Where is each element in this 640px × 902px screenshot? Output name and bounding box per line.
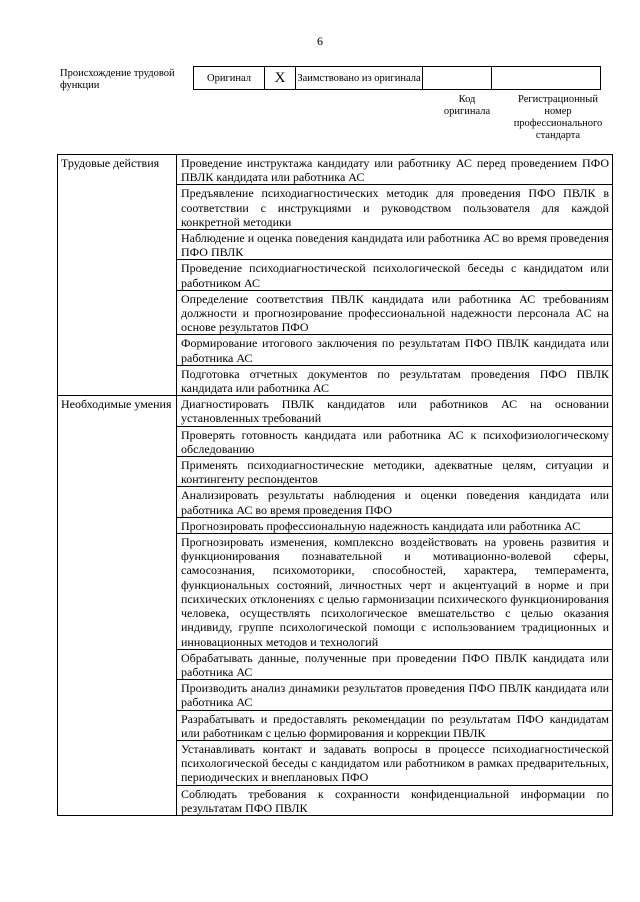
table-cell: Обрабатывать данные, полученные при проведении ПФО ПВЛК кандидата или работника АС (177, 649, 613, 679)
table-cell: Предъявление психодиагностических методик для проведения ПФО ПВЛК в соответствии с инструкциями и руководством пользователя для каждой конкретной методики (177, 185, 613, 230)
borrowed-cell: Заимствовано из оригинала (296, 67, 423, 90)
table-cell: Соблюдать требования к сохранности конфиденциальной информации по результатам ПФО ПВЛК (177, 785, 613, 815)
table-cell: Проведение психодиагностической психологической беседы с кандидатом или работником АС (177, 260, 613, 290)
table-cell: Анализировать результаты наблюдения и оценки поведения кандидата или работника АС во время проведения ПФО (177, 487, 613, 517)
table-row (58, 396, 613, 426)
table-cell: Наблюдение и оценка поведения кандидата или работника АС во время проведения ПФО ПВЛК (177, 230, 613, 260)
table-row (58, 155, 613, 185)
table-cell: Применять психодиагностические методики, адекватные целям, ситуации и контингенту респондентов (177, 457, 613, 487)
page-number: 6 (317, 34, 323, 48)
table-cell: Проведение инструктажа кандидату или работнику АС перед проведением ПФО ПВЛК кандидата или работника АС (177, 155, 613, 185)
table-cell: Разрабатывать и предоставлять рекомендации по результатам ПФО кандидатам или работникам с целью формирования и коррекции ПВЛК (177, 710, 613, 740)
table-cell: Определение соответствия ПВЛК кандидата или работника АС требованиям должности и прогнозирование профессиональной надежности персонала АС на основе результатов ПФО (177, 290, 613, 335)
original-mark: X (265, 67, 296, 90)
table-cell: Формирование итогового заключения по результатам ПФО ПВЛК кандидата или работника АС (177, 335, 613, 365)
table-cell: Прогнозировать изменения, комплексно воздействовать на уровень развития и функционирования познавательной и мотивационно-волевой сферы, самосознания, психомоторики, способностей, характера, темперамента, функциональных состояний, личностных черт и акцентуаций в норме и при психических отклонениях с целью гармонизации психического функционирования человека, осуществлять психологическое вмешательство с целью оказания индивиду, группе психологической помощи с использованием традиционных и инновационных методов и технологий (177, 534, 613, 650)
reg-number-cell (492, 67, 601, 90)
table-cell: Производить анализ динамики результатов проведения ПФО ПВЛК кандидата или работника АС (177, 680, 613, 710)
table-cell: Подготовка отчетных документов по результатам проведения ПФО ПВЛК кандидата или работника АС (177, 365, 613, 395)
table-cell: Диагностировать ПВЛК кандидатов или работников АС на основании установленных требований (177, 396, 613, 426)
table-cell: Проверять готовность кандидата или работника АС к психофизиологическому обследованию (177, 426, 613, 456)
table-cell: Устанавливать контакт и задавать вопросы в процессе психодиагностической психологической беседы с кандидатом или работником в рамках предварительных, периодических и внеплановых ПФО (177, 740, 613, 785)
origin-table (193, 66, 601, 90)
function-table (57, 154, 613, 816)
section-title: Необходимые умения (58, 396, 177, 816)
original-cell: Оригинал (194, 67, 265, 90)
origin-label: Происхождение трудовой функции (60, 68, 175, 91)
code-original-label: Код оригинала (443, 94, 491, 117)
reg-number-label: Регистрационный номер профессионального стандарта (513, 94, 603, 141)
table-cell: Прогнозировать профессиональную надежность кандидата или работника АС (177, 517, 613, 533)
code-cell (423, 67, 492, 90)
section-title: Трудовые действия (58, 155, 177, 396)
